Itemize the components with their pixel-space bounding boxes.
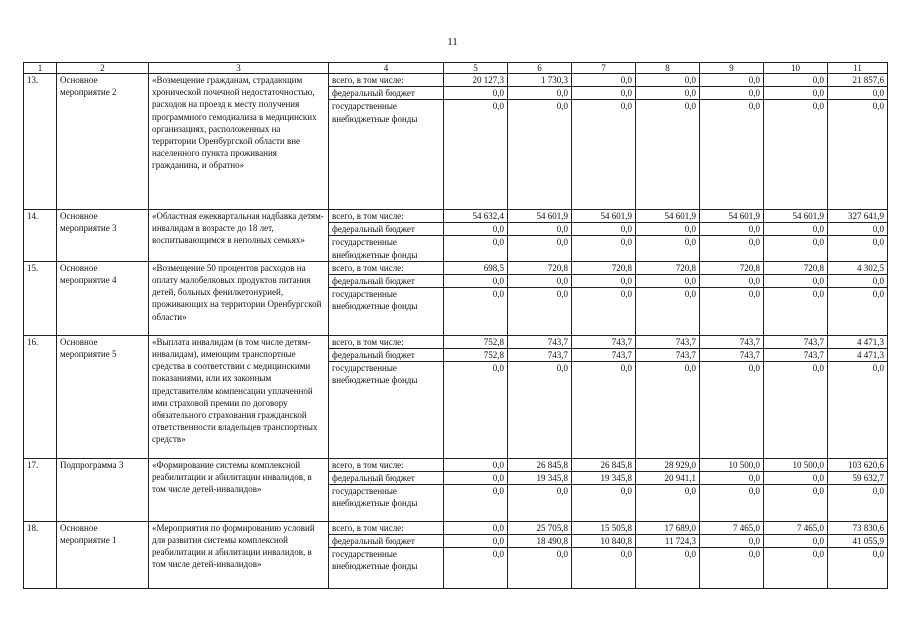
event-type: Основное мероприятие 2	[57, 74, 149, 210]
amount-cell	[444, 458, 508, 521]
row-number: 14.	[24, 210, 57, 262]
column-header: 10	[764, 63, 828, 74]
amount-value: 0,0	[444, 459, 507, 472]
amount-value: 0,0	[556, 289, 568, 300]
funding-source-label: всего, в том числе:	[329, 522, 443, 535]
amount-value: 0,0	[556, 363, 568, 374]
amount-value: 20 941,1	[636, 472, 699, 485]
amount-value: 720,8	[700, 262, 763, 275]
amount-cell	[636, 74, 700, 210]
amount-value: 0,0	[700, 223, 763, 236]
amount-cell	[508, 74, 572, 210]
amount-value: 743,7	[636, 336, 699, 349]
amount-value: 720,8	[636, 262, 699, 275]
amount-cell	[508, 261, 572, 335]
amount-cell	[700, 210, 764, 262]
funding-source-label: федеральный бюджет	[329, 535, 443, 548]
table-row	[24, 458, 888, 521]
amount-value: 0,0	[492, 363, 504, 374]
amount-value: 0,0	[684, 237, 696, 248]
funding-source-label: федеральный бюджет	[329, 223, 443, 236]
amount-cell	[700, 458, 764, 521]
funding-source-label: всего, в том числе:	[329, 210, 443, 223]
amount-value: 0,0	[620, 363, 632, 374]
amount-cell	[444, 74, 508, 210]
amount-cell	[828, 74, 888, 210]
amount-value: 0,0	[572, 87, 635, 100]
amount-cell	[636, 521, 700, 588]
amount-value: 0,0	[620, 549, 632, 560]
amount-value: 0,0	[556, 101, 568, 112]
amount-value: 0,0	[620, 237, 632, 248]
amount-value: 0,0	[556, 237, 568, 248]
amount-value: 0,0	[684, 363, 696, 374]
event-type: Основное мероприятие 5	[57, 335, 149, 458]
funding-source-label: всего, в том числе:	[329, 74, 443, 87]
amount-cell	[764, 210, 828, 262]
amount-value: 0,0	[872, 549, 884, 560]
table-row	[24, 74, 888, 210]
amount-value: 19 345,8	[508, 472, 571, 485]
amount-value: 0,0	[812, 101, 824, 112]
table-row	[24, 521, 888, 588]
amount-value: 26 845,8	[572, 459, 635, 472]
amount-value: 0,0	[444, 275, 507, 288]
event-type: Подпрограмма 3	[57, 458, 149, 521]
funding-source-label: всего, в том числе:	[329, 262, 443, 275]
column-header: 7	[572, 63, 636, 74]
amount-value: 0,0	[872, 486, 884, 497]
amount-value: 10 500,0	[764, 459, 827, 472]
amount-value: 0,0	[872, 101, 884, 112]
amount-value: 0,0	[748, 549, 760, 560]
page-number: 11	[447, 36, 458, 48]
funding-sources	[329, 74, 444, 210]
row-number: 15.	[24, 261, 57, 335]
amount-value: 54 632,4	[444, 210, 507, 223]
event-name: «Формирование системы комплексной реабилитации и абилитации инвалидов, в том числе детей-инвалидов»	[149, 458, 329, 521]
amount-cell	[572, 74, 636, 210]
amount-value: 59 632,7	[828, 472, 887, 485]
amount-value: 743,7	[764, 349, 827, 362]
amount-cell	[828, 335, 888, 458]
funding-source-label: государственные внебюджетные фонды	[332, 549, 418, 572]
row-number: 13.	[24, 74, 57, 210]
column-header: 11	[828, 63, 888, 74]
column-header: 3	[149, 63, 329, 74]
event-type: Основное мероприятие 1	[57, 521, 149, 588]
amount-cell	[572, 210, 636, 262]
amount-value: 54 601,9	[572, 210, 635, 223]
amount-value: 327 641,9	[828, 210, 887, 223]
amount-value: 0,0	[572, 223, 635, 236]
amount-cell	[764, 261, 828, 335]
column-header: 8	[636, 63, 700, 74]
amount-value: 54 601,9	[508, 210, 571, 223]
amount-cell	[828, 261, 888, 335]
amount-value: 743,7	[700, 336, 763, 349]
amount-cell	[764, 335, 828, 458]
amount-value: 743,7	[508, 336, 571, 349]
amount-cell	[572, 521, 636, 588]
table-row	[24, 261, 888, 335]
amount-value: 0,0	[636, 223, 699, 236]
amount-cell	[636, 458, 700, 521]
amount-value: 1 730,3	[508, 74, 571, 87]
amount-value: 4 471,3	[828, 336, 887, 349]
row-number: 16.	[24, 335, 57, 458]
funding-source-label: государственные внебюджетные фонды	[332, 237, 418, 260]
amount-value: 743,7	[700, 349, 763, 362]
amount-value: 0,0	[572, 74, 635, 87]
event-name: «Областная ежеквартальная надбавка детям-инвалидам в возрасте до 18 лет, воспитывающимся в неполных семьях»	[149, 210, 329, 262]
funding-source-label: федеральный бюджет	[329, 87, 443, 100]
funding-source-label: государственные внебюджетные фонды	[332, 363, 418, 386]
amount-value: 0,0	[748, 101, 760, 112]
funding-source-label: государственные внебюджетные фонды	[332, 289, 418, 312]
amount-value: 25 705,8	[508, 522, 571, 535]
amount-value: 0,0	[636, 87, 699, 100]
amount-cell	[508, 210, 572, 262]
amount-value: 18 490,8	[508, 535, 571, 548]
event-type: Основное мероприятие 4	[57, 261, 149, 335]
funding-source-label: федеральный бюджет	[329, 472, 443, 485]
amount-cell	[700, 261, 764, 335]
amount-value: 0,0	[700, 275, 763, 288]
amount-cell	[636, 210, 700, 262]
column-header-row	[24, 63, 888, 74]
amount-value: 0,0	[636, 275, 699, 288]
amount-value: 0,0	[748, 486, 760, 497]
amount-value: 0,0	[620, 101, 632, 112]
amount-value: 21 857,6	[828, 74, 887, 87]
amount-cell	[828, 521, 888, 588]
amount-value: 26 845,8	[508, 459, 571, 472]
amount-value: 10 840,8	[572, 535, 635, 548]
amount-value: 0,0	[748, 363, 760, 374]
column-header: 9	[700, 63, 764, 74]
amount-cell	[636, 335, 700, 458]
amount-value: 698,5	[444, 262, 507, 275]
amount-value: 54 601,9	[700, 210, 763, 223]
funding-source-label: федеральный бюджет	[329, 349, 443, 362]
amount-value: 103 620,6	[828, 459, 887, 472]
amount-value: 0,0	[764, 472, 827, 485]
amount-cell	[508, 521, 572, 588]
amount-value: 7 465,0	[764, 522, 827, 535]
event-name: «Возмещение 50 процентов расходов на оплату малобелковых продуктов питания детей, больных фенилкетонурией, проживающих на территории Оренбургской области»	[149, 261, 329, 335]
amount-value: 0,0	[872, 237, 884, 248]
amount-value: 0,0	[764, 87, 827, 100]
amount-value: 752,8	[444, 336, 507, 349]
amount-value: 0,0	[572, 275, 635, 288]
amount-value: 11 724,3	[636, 535, 699, 548]
amount-value: 0,0	[508, 87, 571, 100]
column-header: 4	[329, 63, 444, 74]
amount-cell	[444, 521, 508, 588]
amount-value: 0,0	[748, 237, 760, 248]
amount-value: 0,0	[684, 486, 696, 497]
amount-cell	[572, 458, 636, 521]
row-number: 18.	[24, 521, 57, 588]
amount-value: 0,0	[812, 363, 824, 374]
event-type: Основное мероприятие 3	[57, 210, 149, 262]
amount-value: 0,0	[828, 223, 887, 236]
amount-value: 0,0	[828, 275, 887, 288]
amount-cell	[700, 335, 764, 458]
funding-source-label: государственные внебюджетные фонды	[332, 101, 418, 124]
amount-cell	[764, 521, 828, 588]
amount-value: 0,0	[444, 87, 507, 100]
amount-cell	[444, 210, 508, 262]
amount-value: 7 465,0	[700, 522, 763, 535]
amount-value: 0,0	[812, 486, 824, 497]
amount-value: 0,0	[764, 535, 827, 548]
amount-value: 0,0	[508, 275, 571, 288]
amount-value: 4 302,5	[828, 262, 887, 275]
column-header: 1	[24, 63, 57, 74]
column-header: 2	[57, 63, 149, 74]
amount-value: 54 601,9	[764, 210, 827, 223]
table-row	[24, 335, 888, 458]
funding-source-label: всего, в том числе:	[329, 459, 443, 472]
amount-value: 0,0	[492, 237, 504, 248]
amount-value: 743,7	[572, 336, 635, 349]
amount-value: 743,7	[572, 349, 635, 362]
amount-value: 752,8	[444, 349, 507, 362]
amount-value: 0,0	[556, 549, 568, 560]
amount-value: 0,0	[872, 363, 884, 374]
amount-value: 0,0	[684, 289, 696, 300]
amount-value: 0,0	[812, 549, 824, 560]
amount-value: 0,0	[492, 289, 504, 300]
amount-value: 0,0	[700, 472, 763, 485]
table-row	[24, 210, 888, 262]
amount-value: 720,8	[764, 262, 827, 275]
amount-value: 4 471,3	[828, 349, 887, 362]
amount-cell	[508, 335, 572, 458]
amount-value: 0,0	[508, 223, 571, 236]
amount-value: 0,0	[828, 87, 887, 100]
amount-value: 0,0	[700, 74, 763, 87]
amount-cell	[700, 74, 764, 210]
amount-value: 0,0	[492, 101, 504, 112]
event-name: «Мероприятия по формированию условий для развития системы комплексной реабилитации и абилитации инвалидов, в том числе детей-инвалидов»	[149, 521, 329, 588]
amount-cell	[444, 335, 508, 458]
amount-value: 0,0	[444, 522, 507, 535]
amount-value: 0,0	[492, 549, 504, 560]
amount-value: 0,0	[684, 549, 696, 560]
amount-value: 720,8	[508, 262, 571, 275]
column-header: 5	[444, 63, 508, 74]
budget-table	[23, 62, 888, 589]
amount-value: 0,0	[636, 74, 699, 87]
funding-source-label: федеральный бюджет	[329, 275, 443, 288]
amount-cell	[828, 210, 888, 262]
amount-value: 0,0	[764, 74, 827, 87]
funding-source-label: государственные внебюджетные фонды	[332, 486, 418, 509]
event-name: «Выплата инвалидам (в том числе детям-инвалидам), имеющим транспортные средства в соответствии с медицинскими показаниями, или их законным представителям компенсации уплаченной ими страховой премии по договору обязательного страхования гражданской ответственности владельцев транспортных средств»	[149, 335, 329, 458]
amount-cell	[444, 261, 508, 335]
amount-value: 0,0	[444, 535, 507, 548]
amount-value: 73 830,6	[828, 522, 887, 535]
amount-value: 0,0	[700, 535, 763, 548]
amount-cell	[828, 458, 888, 521]
row-number: 17.	[24, 458, 57, 521]
amount-value: 54 601,9	[636, 210, 699, 223]
amount-value: 0,0	[812, 289, 824, 300]
amount-value: 0,0	[748, 289, 760, 300]
funding-sources	[329, 521, 444, 588]
amount-value: 743,7	[508, 349, 571, 362]
amount-value: 0,0	[444, 223, 507, 236]
amount-value: 28 929,0	[636, 459, 699, 472]
funding-sources	[329, 261, 444, 335]
amount-value: 17 689,0	[636, 522, 699, 535]
amount-value: 0,0	[620, 486, 632, 497]
amount-value: 19 345,8	[572, 472, 635, 485]
amount-value: 0,0	[764, 223, 827, 236]
amount-cell	[572, 335, 636, 458]
amount-cell	[764, 74, 828, 210]
amount-cell	[508, 458, 572, 521]
amount-value: 0,0	[700, 87, 763, 100]
amount-value: 743,7	[636, 349, 699, 362]
amount-value: 0,0	[620, 289, 632, 300]
amount-cell	[572, 261, 636, 335]
amount-value: 720,8	[572, 262, 635, 275]
amount-value: 0,0	[492, 486, 504, 497]
amount-value: 41 055,9	[828, 535, 887, 548]
amount-value: 20 127,3	[444, 74, 507, 87]
funding-source-label: всего, в том числе:	[329, 336, 443, 349]
amount-value: 0,0	[812, 237, 824, 248]
column-header: 6	[508, 63, 572, 74]
amount-value: 743,7	[764, 336, 827, 349]
amount-value: 0,0	[684, 101, 696, 112]
amount-cell	[700, 521, 764, 588]
funding-sources	[329, 335, 444, 458]
funding-sources	[329, 458, 444, 521]
amount-value: 10 500,0	[700, 459, 763, 472]
event-name: «Возмещение гражданам, страдающим хронической почечной недостаточностью, расходов на проезд к месту получения программного гемодиализа в медицинских организациях, расположенных на территории Оренбургской области вне населенного пункта проживания гражданина, и обратно»	[149, 74, 329, 210]
amount-value: 15 505,8	[572, 522, 635, 535]
funding-sources	[329, 210, 444, 262]
amount-cell	[636, 261, 700, 335]
amount-value: 0,0	[872, 289, 884, 300]
amount-value: 0,0	[764, 275, 827, 288]
amount-value: 0,0	[444, 472, 507, 485]
amount-cell	[764, 458, 828, 521]
amount-value: 0,0	[556, 486, 568, 497]
